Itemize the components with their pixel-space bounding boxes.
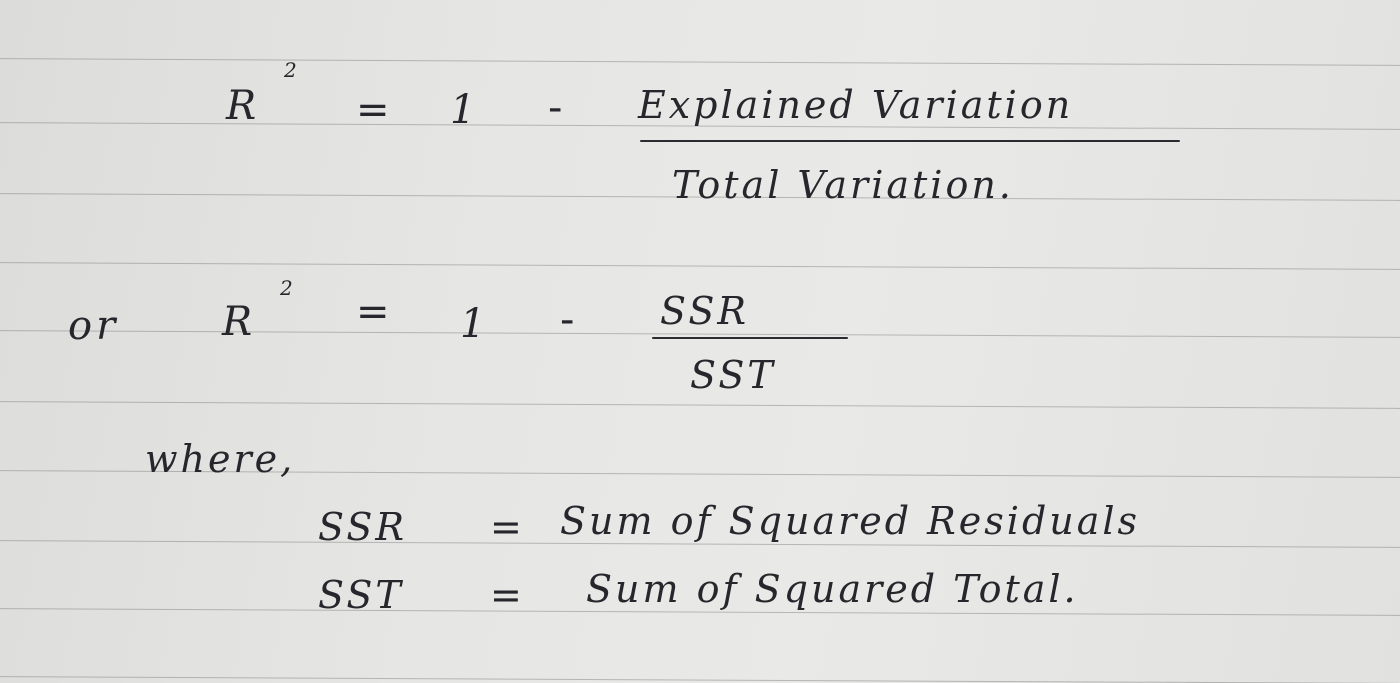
ruled-line: [0, 262, 1400, 270]
exponent: 2: [280, 276, 293, 300]
definition-term: SST: [318, 573, 404, 617]
ruled-line: [0, 58, 1400, 66]
equals-sign: =: [356, 289, 394, 335]
fraction-denominator: SST: [690, 353, 776, 397]
definition-meaning: Sum of Squared Total.: [586, 567, 1079, 611]
minus-sign: -: [560, 297, 579, 343]
ruled-line: [0, 401, 1400, 409]
one: 1: [460, 301, 490, 347]
fraction-bar: [640, 140, 1180, 142]
fraction-bar: [652, 337, 848, 339]
ruled-line: [0, 676, 1400, 683]
fraction-numerator: Explained Variation: [638, 83, 1074, 127]
definition-term: SSR: [318, 505, 408, 549]
exponent: 2: [284, 58, 297, 82]
fraction-denominator: Total Variation.: [672, 163, 1014, 207]
where-heading: where,: [145, 437, 296, 481]
equals-sign: =: [356, 87, 394, 133]
or-word: or: [68, 303, 120, 349]
one: 1: [450, 87, 480, 133]
r-symbol: R: [226, 83, 261, 129]
fraction-numerator: SSR: [660, 289, 750, 333]
minus-sign: -: [548, 85, 567, 131]
definition-equals: =: [490, 573, 525, 617]
definition-equals: =: [490, 505, 525, 549]
definition-meaning: Sum of Squared Residuals: [560, 499, 1141, 543]
r-symbol: R: [222, 299, 257, 345]
